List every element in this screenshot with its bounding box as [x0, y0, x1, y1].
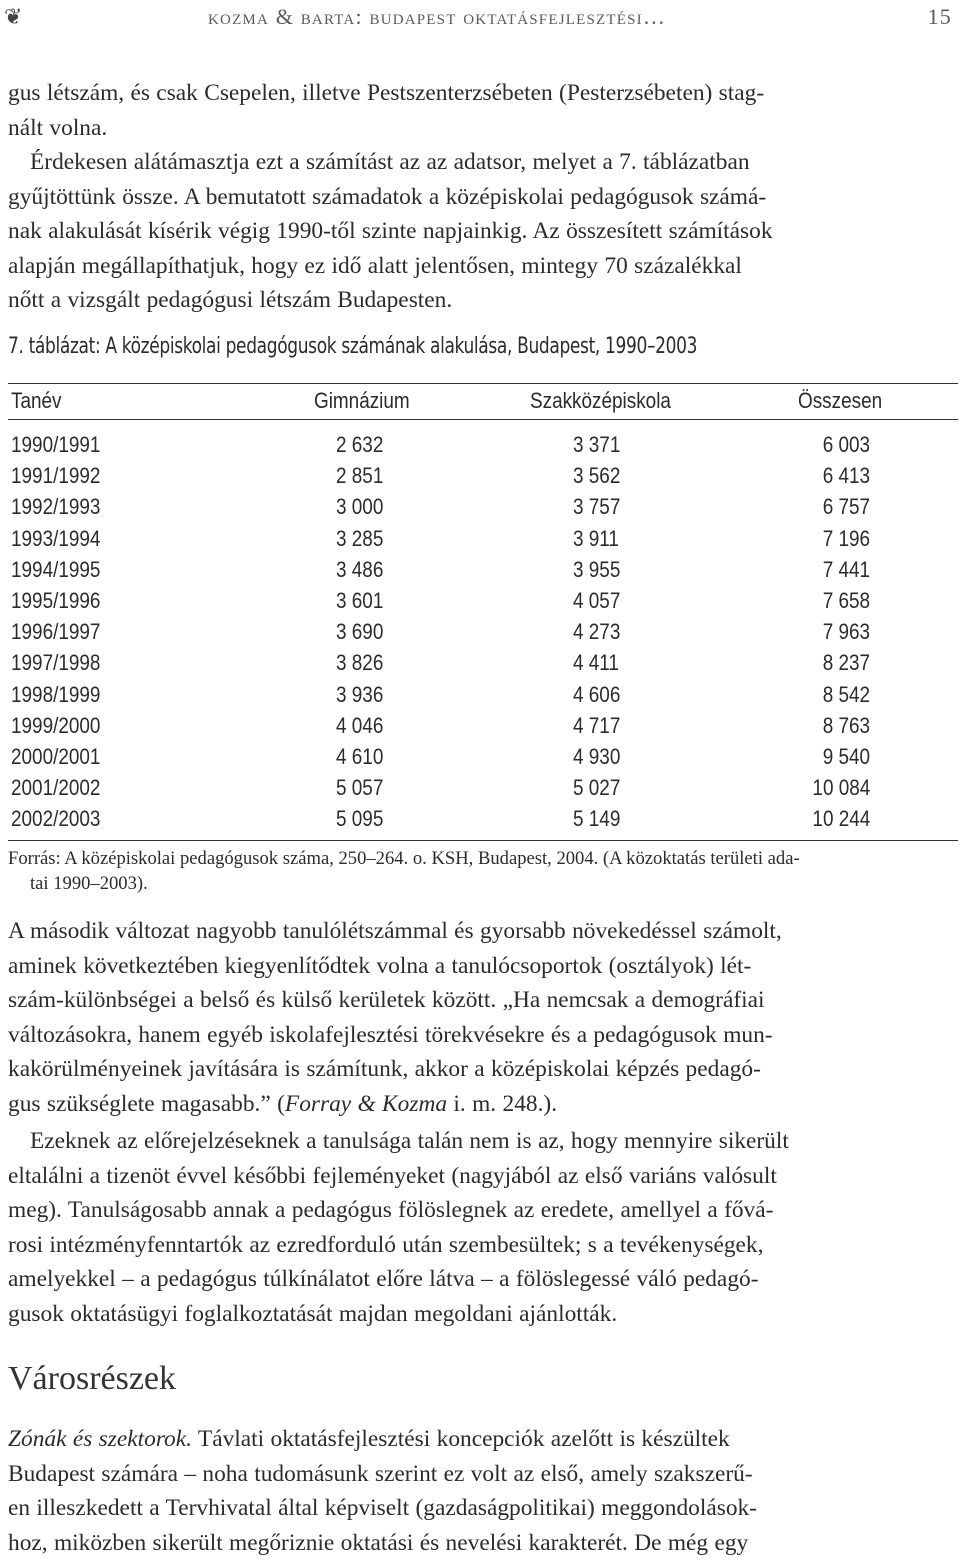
table-row	[8, 619, 958, 650]
run-in-heading: Zónák és szektorok.	[8, 1426, 192, 1452]
cell-osszesen: 8 542	[822, 681, 870, 707]
cell-osszesen: 10 084	[812, 775, 870, 801]
table-row	[8, 432, 958, 463]
cell-gimnazium: 3 285	[336, 525, 384, 551]
text-line: amelyekkel – a pedagógus túlkínálatot előre látva – a fölöslegessé váló pedagó-	[8, 1266, 759, 1293]
table-header	[8, 388, 958, 419]
text-line: gyűjtöttünk össze. A bemutatott számadatok a középiskolai pedagógusok számá-	[8, 183, 767, 210]
cell-gimnazium: 3 826	[336, 650, 384, 676]
text-line: gus létszám, és csak Csepelen, illetve Pestszenterzsébeten (Pesterzsébeten) stag-	[8, 80, 765, 106]
text-line: eltalálni a tizenöt évvel későbbi fejleményeket (nagyjából az első variáns valósult	[8, 1162, 777, 1189]
cell-year: 1999/2000	[11, 712, 101, 738]
text-line: rosi intézményfenntartók az ezredforduló után szembesültek; s a tevékenységek,	[8, 1231, 764, 1258]
cell-year: 1995/1996	[11, 587, 101, 613]
paragraph-intro-table	[8, 145, 956, 318]
text-line: nált volna.	[8, 114, 108, 141]
table-row	[8, 682, 958, 713]
column-header-osszesen: Összesen	[798, 388, 883, 413]
cell-szakkozepiskola: 3 757	[573, 494, 621, 520]
text-line: kakörülményeinek javítására is számítunk, akkor a középiskolai képzés pedagó-	[8, 1056, 761, 1083]
cell-year: 2002/2003	[11, 806, 101, 832]
cell-osszesen: 6 757	[822, 494, 870, 520]
cell-szakkozepiskola: 5 027	[573, 775, 621, 801]
cell-year: 1993/1994	[11, 525, 101, 551]
cell-year: 2001/2002	[11, 775, 101, 801]
paragraph-continuation	[8, 76, 956, 145]
cell-osszesen: 9 540	[822, 743, 870, 769]
table-body	[8, 432, 958, 837]
cell-szakkozepiskola: 3 955	[573, 556, 621, 582]
table-row	[8, 557, 958, 588]
text-line: változásokra, hanem egyéb iskolafejlesztési törekvésekre és a pedagógusok mun-	[8, 1021, 773, 1048]
text-line: aminek következtében kiegyenlítődtek volna a tanulócsoportok (osztályok) lét-	[8, 952, 752, 979]
cell-gimnazium: 3 601	[336, 587, 384, 613]
cell-osszesen: 6 003	[822, 432, 870, 457]
table-row	[8, 713, 958, 744]
cell-szakkozepiskola: 3 562	[573, 463, 621, 489]
text-line: gus szükséglete magasabb.” (Forray & Kozma i. m. 248.).	[8, 1090, 558, 1117]
cell-year: 1990/1991	[11, 432, 101, 457]
column-header-year: Tanév	[11, 388, 62, 413]
table-row	[8, 650, 958, 681]
citation-authors: Forray & Kozma	[284, 1090, 448, 1117]
source-line: Forrás: A középiskolai pedagógusok száma, 250–264. o. KSH, Budapest, 2004. (A közoktatás területi ada-	[8, 848, 800, 869]
page-number: 15	[927, 4, 952, 29]
table-top-rule	[8, 383, 958, 384]
cell-szakkozepiskola: 3 911	[573, 525, 619, 551]
cell-gimnazium: 2 851	[336, 463, 384, 489]
paragraph-second-variant	[8, 914, 956, 1122]
source-line: tai 1990–2003).	[30, 873, 148, 894]
table-row	[8, 806, 958, 837]
cell-szakkozepiskola: 4 273	[573, 619, 621, 645]
text-line: nak alakulását kísérik végig 1990-től szinte napjainkig. Az összesített számítások	[8, 218, 773, 245]
table-source-note	[8, 846, 956, 896]
cell-osszesen: 7 658	[822, 587, 870, 613]
table-row	[8, 588, 958, 619]
column-header-szakkozepiskola: Szakközépiskola	[530, 388, 671, 413]
cell-year: 1996/1997	[11, 619, 101, 645]
cell-year: 1994/1995	[11, 556, 101, 582]
cell-osszesen: 8 763	[822, 712, 870, 738]
running-head-title: kozma & barta: budapest oktatásfejlesztési…	[208, 4, 667, 29]
text-line: Budapest számára – noha tudomásunk szerint ez volt az első, amely szakszerű-	[8, 1460, 753, 1487]
table-row	[8, 494, 958, 525]
text-line: meg). Tanulságosabb annak a pedagógus fölöslegnek az eredete, amellyel a fővá-	[8, 1197, 774, 1224]
cell-szakkozepiskola: 4 930	[573, 743, 621, 769]
text-line: szám-különbségei a belső és külső kerületek között. „Ha nemcsak a demográfiai	[8, 987, 765, 1014]
cell-year: 1997/1998	[11, 650, 101, 676]
fleuron-icon: ❦	[4, 4, 24, 29]
cell-osszesen: 6 413	[822, 463, 870, 489]
paragraph-zones	[8, 1422, 956, 1560]
text-line: gusok oktatásügyi foglalkoztatását majdan megoldani ajánlották.	[8, 1300, 618, 1327]
cell-year: 2000/2001	[11, 743, 101, 769]
cell-gimnazium: 3 690	[336, 619, 384, 645]
cell-gimnazium: 3 936	[336, 681, 384, 707]
cell-year: 1991/1992	[11, 463, 101, 489]
table-header-rule	[8, 419, 958, 420]
text-line: hoz, miközben sikerült megőriznie oktatási és nevelési karakterét. De még egy	[8, 1529, 749, 1556]
column-header-gimnazium: Gimnázium	[314, 388, 410, 413]
cell-szakkozepiskola: 3 371	[573, 432, 621, 457]
cell-gimnazium: 4 610	[336, 743, 384, 769]
cell-gimnazium: 2 632	[336, 432, 384, 457]
cell-osszesen: 10 244	[812, 806, 870, 832]
table-row	[8, 775, 958, 806]
text-line: A második változat nagyobb tanulólétszámmal és gyorsabb növekedéssel számolt,	[8, 918, 782, 944]
cell-osszesen: 8 237	[822, 650, 870, 676]
table-caption: 7. táblázat: A középiskolai pedagógusok számának alakulása, Budapest, 1990–2003	[8, 334, 698, 359]
table-row	[8, 526, 958, 557]
text-line: en illeszkedett a Tervhivatal által képviselt (gazdaságpolitikai) meggondolások-	[8, 1495, 758, 1522]
cell-gimnazium: 5 057	[336, 775, 384, 801]
cell-szakkozepiskola: 5 149	[573, 806, 621, 832]
cell-gimnazium: 3 486	[336, 556, 384, 582]
table-row	[8, 463, 958, 494]
cell-year: 1998/1999	[11, 681, 101, 707]
cell-osszesen: 7 196	[822, 525, 870, 551]
text-line: Ezeknek az előrejelzéseknek a tanulsága talán nem is az, hogy mennyire sikerült	[30, 1128, 789, 1154]
cell-szakkozepiskola: 4 411	[573, 650, 619, 676]
table-row	[8, 744, 958, 775]
cell-osszesen: 7 441	[822, 556, 870, 582]
text-line: nőtt a vizsgált pedagógusi létszám Budapesten.	[8, 287, 453, 314]
cell-gimnazium: 5 095	[336, 806, 384, 832]
section-heading: Városrészek	[8, 1360, 177, 1397]
text-line: Érdekesen alátámasztja ezt a számítást az az adatsor, melyet a 7. táblázatban	[30, 149, 750, 175]
cell-gimnazium: 3 000	[336, 494, 384, 520]
table-bottom-rule	[8, 840, 958, 841]
paragraph-forecasts	[8, 1124, 956, 1332]
text-line: alapján megállapíthatjuk, hogy ez idő alatt jelentősen, mintegy 70 százalékkal	[8, 252, 742, 279]
running-head	[4, 4, 956, 34]
cell-szakkozepiskola: 4 057	[573, 587, 621, 613]
cell-szakkozepiskola: 4 717	[573, 712, 621, 738]
cell-szakkozepiskola: 4 606	[573, 681, 621, 707]
cell-year: 1992/1993	[11, 494, 101, 520]
cell-osszesen: 7 963	[822, 619, 870, 645]
cell-gimnazium: 4 046	[336, 712, 384, 738]
text-line: Zónák és szektorok. Távlati oktatásfejlesztési koncepciók azelőtt is készültek	[8, 1426, 730, 1452]
